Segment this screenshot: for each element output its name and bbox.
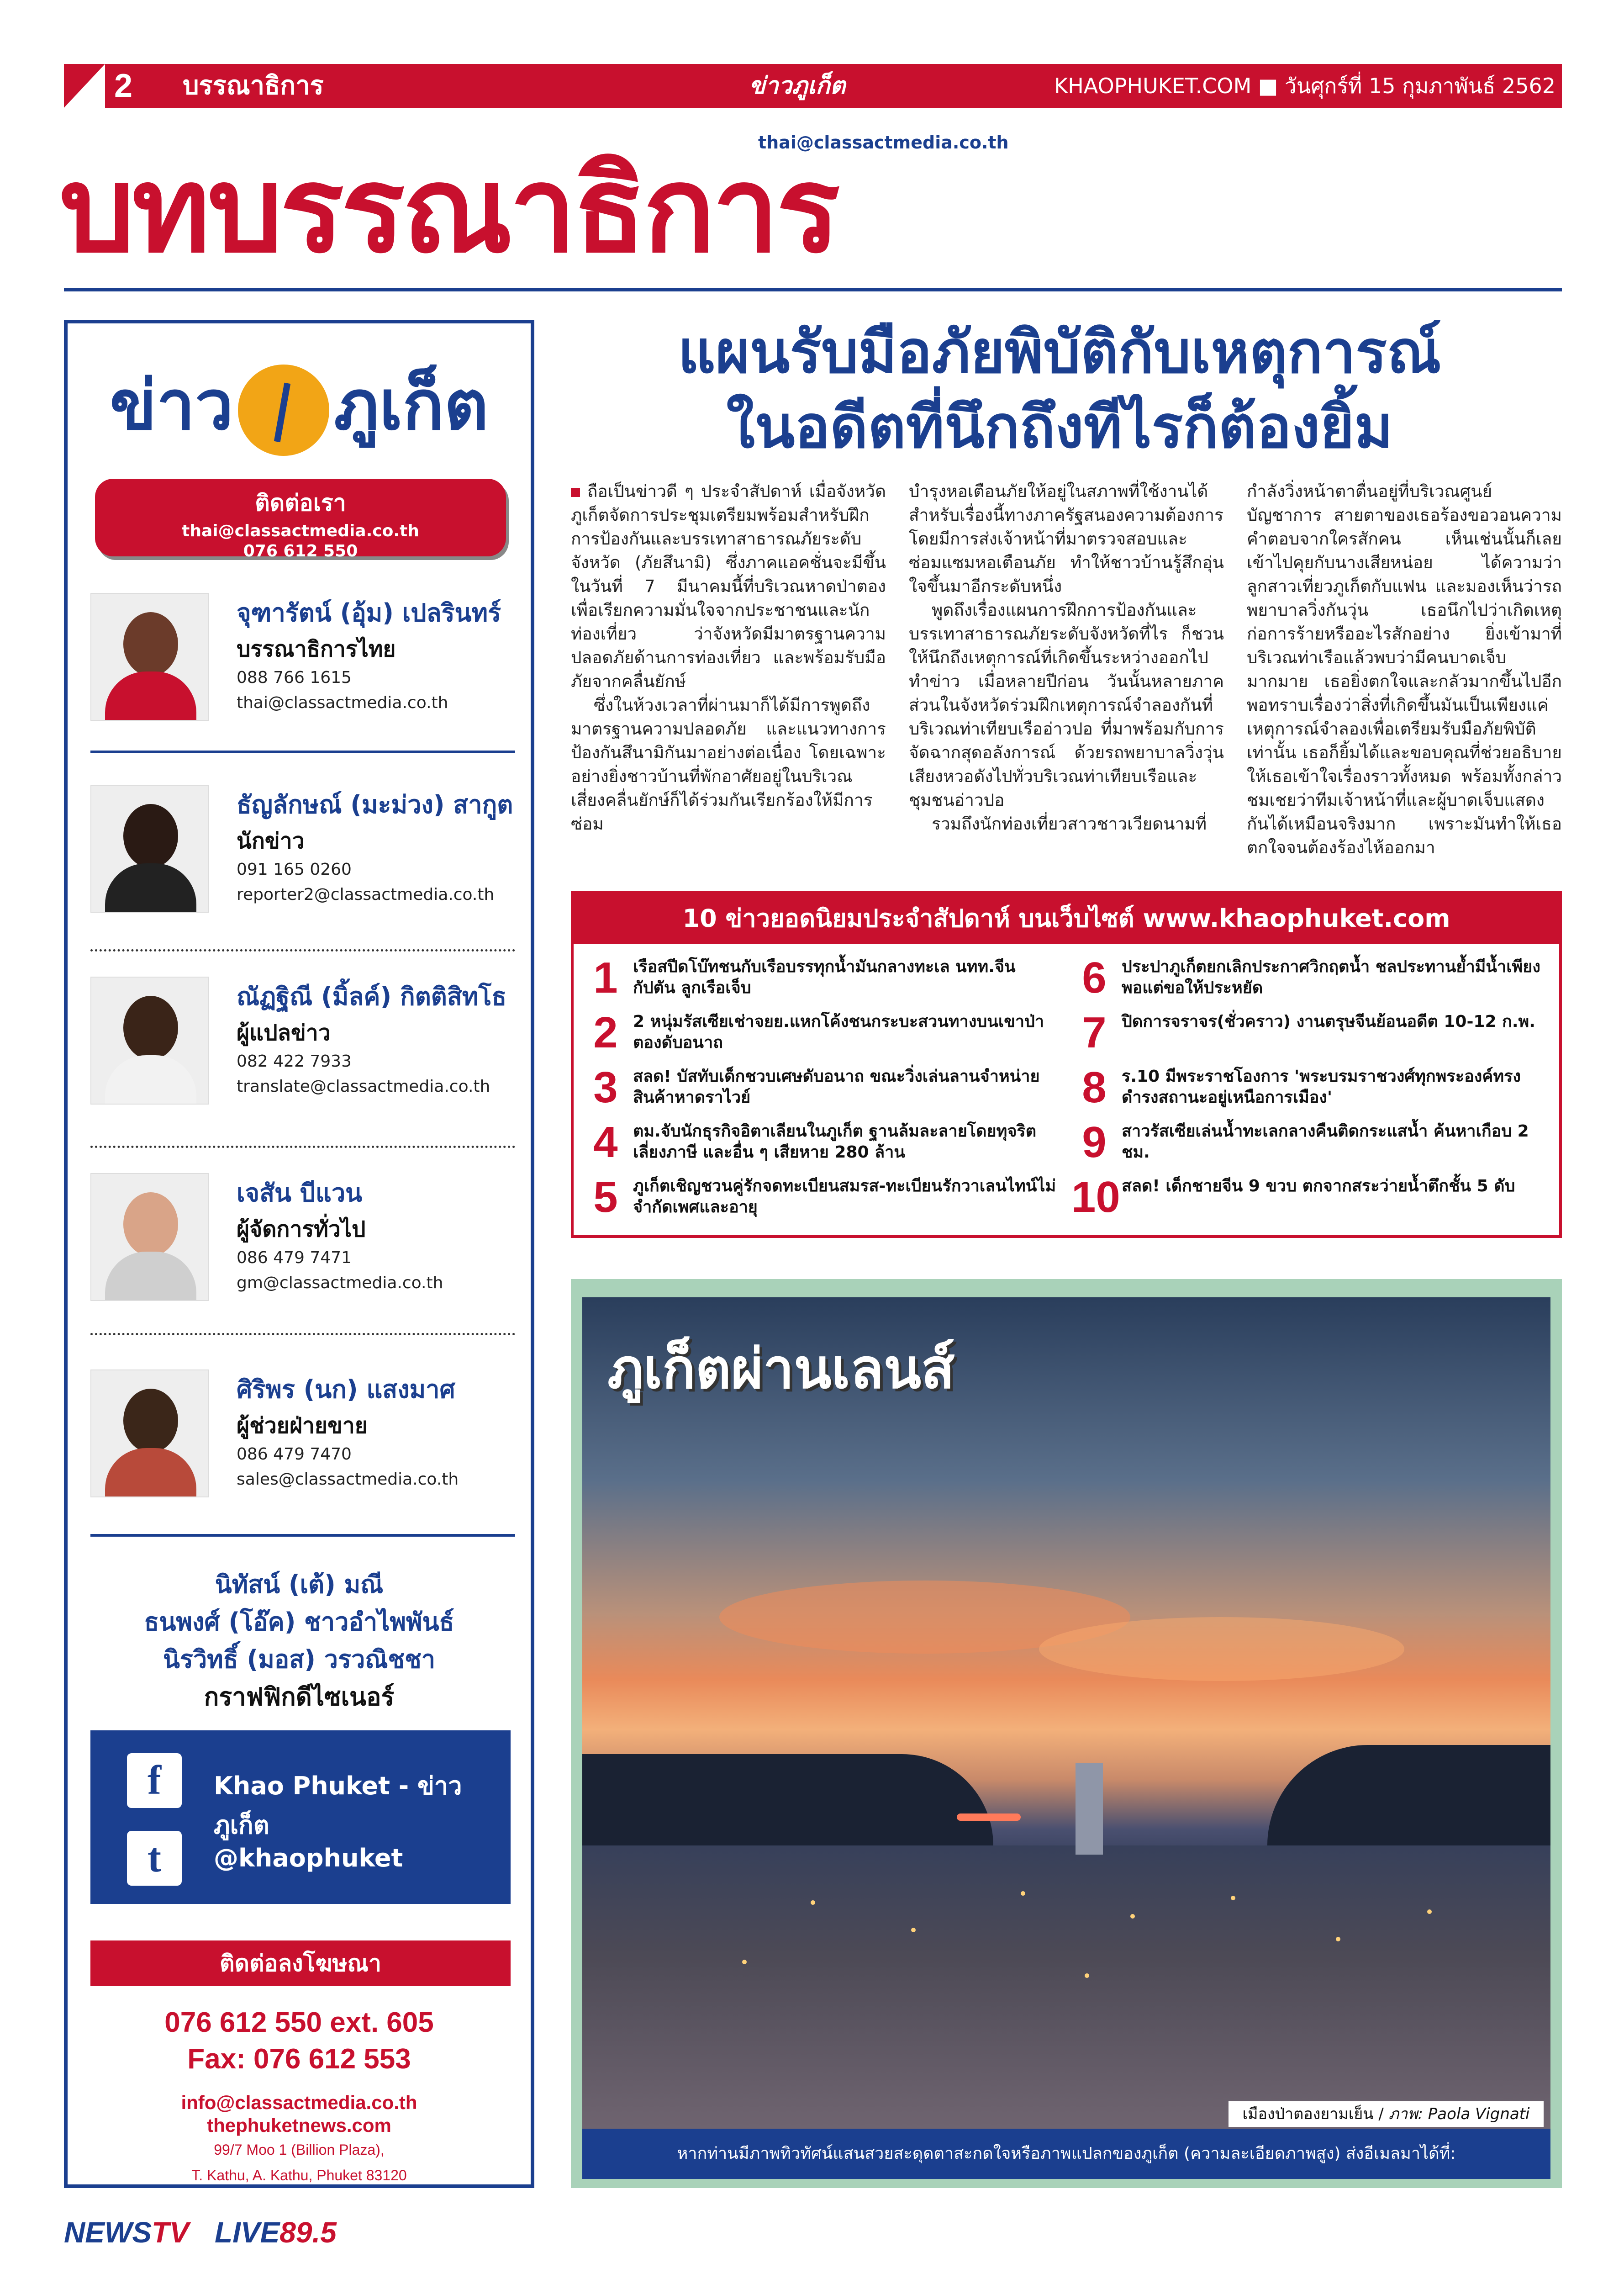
- item-number: 7: [1082, 1008, 1107, 1057]
- item-text[interactable]: สาวรัสเซียเล่นน้ำทะเลกลางคืนติดกระแสน้ำ ค้นหาเกือบ 2 ชม.: [1122, 1122, 1529, 1162]
- twitter-icon: t: [127, 1831, 182, 1886]
- top10-item[interactable]: [583, 1063, 1067, 1113]
- twitter-label[interactable]: @khaophuket: [214, 1844, 403, 1872]
- item-text[interactable]: สลด! บัสทับเด็กชวบเศษดับอนาถ ขณะวิ่งเล่นลานจำหน่ายสินค้าหาดราไวย์: [633, 1067, 1040, 1107]
- divider: [90, 1534, 515, 1537]
- staff-name: จุฑารัตน์ (อุ้ม) เปลรินทร์: [237, 598, 501, 627]
- article-column-3: [1247, 480, 1562, 860]
- staff-card: [90, 972, 515, 1123]
- sun-palm-icon: [238, 365, 329, 456]
- ads-website[interactable]: thephuketnews.com: [207, 2115, 391, 2136]
- facebook-link[interactable]: [127, 1753, 501, 1840]
- top10-item[interactable]: [583, 1117, 1067, 1168]
- corner-mark: [64, 64, 105, 108]
- city-lights: [582, 1845, 1550, 2129]
- top10-item[interactable]: [1071, 1063, 1555, 1113]
- divider: [90, 949, 515, 952]
- team-member: นิรวิทธิ์ (มอส) วรวณิชชา: [163, 1645, 436, 1674]
- staff-phone[interactable]: 088 766 1615: [237, 668, 352, 687]
- page-title: บทบรรณาธิการ: [59, 141, 838, 279]
- item-text[interactable]: ร.10 มีพระราชโองการ 'พระบรมราชวงศ์ทุกพระองค์ทรงดำรงสถานะอยู่เหนือการเมือง': [1122, 1067, 1521, 1107]
- ads-address-line1: 99/7 Moo 1 (Billion Plaza),: [214, 2141, 385, 2158]
- caption-text: เมืองป่าตองยามเย็น /: [1242, 2105, 1389, 2123]
- item-number: 3: [593, 1063, 618, 1112]
- staff-photo: [90, 593, 209, 721]
- item-number: 10: [1071, 1173, 1120, 1221]
- light: [1427, 1909, 1432, 1914]
- staff-photo: [90, 977, 209, 1105]
- light: [911, 1928, 916, 1932]
- headline-line1: แผนรับมือภัยพิบัติกับเหตุการณ์: [678, 318, 1441, 386]
- staff-card: [90, 780, 515, 931]
- staff-card: [90, 1168, 515, 1319]
- item-number: 6: [1082, 953, 1107, 1002]
- hill: [1267, 1745, 1550, 1845]
- item-text[interactable]: ภูเก็ตเชิญชวนคู่รักจดทะเบียนสมรส-ทะเบียนรักวาเลนไทน์ไม่จำกัดเพศและอายุ: [633, 1177, 1056, 1216]
- item-text[interactable]: เรือสปีดโบ๊ทชนกับเรือบรรทุกน้ำมันกลางทะเล นทท.จีน กัปตัน ลูกเรือเจ็บ: [633, 957, 1016, 997]
- cloud: [1039, 1617, 1404, 1681]
- light: [1021, 1891, 1025, 1896]
- header-logo[interactable]: ข่าวภูเก็ต: [749, 72, 846, 100]
- header-site[interactable]: KHAOPHUKET.COM: [1054, 74, 1252, 98]
- ads-phone[interactable]: 076 612 550 ext. 605: [164, 2007, 434, 2038]
- light: [1231, 1896, 1235, 1900]
- staff-phone[interactable]: 086 479 7470: [237, 1445, 352, 1464]
- staff-role: นักข่าว: [237, 828, 305, 854]
- top10-item[interactable]: [583, 953, 1067, 1003]
- patong-sunset-photo: [582, 1297, 1550, 2129]
- divider: [90, 1333, 515, 1335]
- light: [1130, 1914, 1135, 1919]
- masthead-email[interactable]: thai@classactmedia.co.th: [758, 132, 1009, 153]
- ads-email[interactable]: info@classactmedia.co.th: [181, 2092, 417, 2113]
- logo-text: TV: [152, 2216, 189, 2249]
- photo-caption: [1229, 2101, 1544, 2127]
- logo-text: NEWS: [64, 2216, 152, 2249]
- square-icon: ■: [1258, 74, 1278, 98]
- staff-photo: [90, 1369, 209, 1497]
- photo-submission-note: หากท่านมีภาพทิวทัศน์แสนสวยสะดุดตาสะกดใจหรือภาพแปลกของภูเก็ต (ความละเอียดภาพสูง) ส่งอีเมลมาได้ที่: thai@classactmedia.co.th: [582, 2129, 1550, 2179]
- paragraph: พูดถึงเรื่องแผนการฝึกการป้องกันและบรรเทาสาธารณภัยระดับจังหวัดที่ไร ก็ชวนให้นึกถึงเหตุการณ์ที่เกิดขึ้นระหว่างออกไปทำข่าว เมื่อหลายปีก่อน วันนั้นหลายภาคส่วนในจังหวัดร่วมฝึกเหตุการณ์จำลองกันที่บริเวณท่าเทียบเรืออ่าวปอ ที่มาพร้อมกับการจัดฉากสุดอลังการณ์ ด้วยรถพยาบาลวิ่งวุ่น เสียงหวอดังไปทั่วบริเวณท่าเทียบเรือและชุมชนอ่าวปอ: [909, 600, 1224, 810]
- staff-role: ผู้ช่วยฝ่ายขาย: [237, 1413, 368, 1438]
- masthead-divider: [64, 288, 1562, 291]
- item-text[interactable]: ปิดการจราจร(ชั่วคราว) งานตรุษจีนย้อนอดีต 10-12 ก.พ.: [1122, 1012, 1535, 1031]
- logo-text-right: ภูเก็ต: [334, 366, 489, 445]
- news-tv-logo[interactable]: [64, 2215, 189, 2249]
- twitter-link[interactable]: [127, 1831, 501, 1886]
- ads-info: [68, 2004, 531, 2188]
- staff-phone[interactable]: 086 479 7471: [237, 1248, 352, 1267]
- staff-photo: [90, 1173, 209, 1301]
- light: [811, 1900, 815, 1905]
- staff-name: ณัฏฐิณี (มิ้ลค์) กิตติสิทโธ: [237, 982, 507, 1011]
- section-label: บรรณาธิการ: [183, 71, 324, 100]
- contact-phone[interactable]: 076 612 550: [243, 542, 358, 560]
- article-headline: [571, 315, 1548, 465]
- staff-card: [90, 1365, 515, 1516]
- team-member: ธนพงศ์ (โอ๊ค) ชาวอำไพพันธ์: [144, 1607, 454, 1636]
- facebook-label[interactable]: Khao Phuket - ข่าวภูเก็ต: [214, 1771, 462, 1840]
- light: [1336, 1937, 1340, 1941]
- staff-role: ผู้จัดการทั่วไป: [237, 1216, 366, 1242]
- item-number: 9: [1082, 1118, 1107, 1167]
- caption-credit: ภาพ: Paola Vignati: [1388, 2105, 1530, 2123]
- article-column-2: [909, 480, 1224, 836]
- live-radio-logo[interactable]: [215, 2215, 337, 2249]
- top10-item[interactable]: [1071, 953, 1555, 1003]
- item-number: 8: [1082, 1063, 1107, 1112]
- item-text[interactable]: ประปาภูเก็ตยกเลิกประกาศวิกฤตน้ำ ชลประทานย้ำมีน้ำเพียงพอแต่ขอให้ประหยัด: [1122, 957, 1540, 997]
- top10-title: 10 ข่าวยอดนิยมประจำสัปดาห์ บนเว็บไซต์ www.khaophuket.com: [574, 894, 1559, 944]
- item-text[interactable]: สลด! เด็กชายจีน 9 ขวบ ตกจากสระว่ายน้ำตึกชั้น 5 ดับ: [1122, 1177, 1515, 1195]
- staff-email[interactable]: sales@classactmedia.co.th: [237, 1470, 459, 1489]
- contact-box: [95, 479, 506, 560]
- top10-item[interactable]: [1071, 1117, 1555, 1168]
- page-number: 2: [114, 68, 133, 104]
- top10-item[interactable]: [1071, 1172, 1555, 1222]
- staff-role: ผู้แปลข่าว: [237, 1020, 331, 1046]
- paragraph: รวมถึงนักท่องเที่ยวสาวชาวเวียดนามที่: [932, 814, 1207, 834]
- top10-box: [571, 891, 1562, 1238]
- social-box: [90, 1730, 511, 1904]
- light: [1085, 1973, 1089, 1978]
- ads-fax: Fax: 076 612 553: [187, 2043, 411, 2075]
- staff-email[interactable]: translate@classactmedia.co.th: [237, 1077, 490, 1096]
- team-member: นิทัสน์ (เต้) มณี: [215, 1570, 384, 1599]
- team-role: กราฟฟิกดีไซเนอร์: [204, 1682, 395, 1711]
- item-number: 1: [593, 953, 618, 1002]
- staff-photo: [90, 785, 209, 913]
- headline-line2: ในอดีตที่นึกถึงทีไรก็ต้องยิ้ม: [726, 393, 1393, 461]
- top10-item[interactable]: [583, 1172, 1067, 1222]
- design-team: [68, 1566, 531, 1716]
- tower: [1076, 1763, 1103, 1855]
- contact-title: ติดต่อเรา: [255, 490, 346, 516]
- staff-name: ศิริพร (นก) แสงมาศ: [237, 1375, 455, 1404]
- header-date: วันศุกร์ที่ 15 กุมภาพันธ์ 2562: [1285, 74, 1555, 98]
- hill: [582, 1754, 993, 1845]
- facebook-icon: f: [127, 1753, 182, 1808]
- item-number: 2: [593, 1008, 618, 1057]
- ads-address-line2: T. Kathu, A. Kathu, Phuket 83120: [191, 2167, 407, 2184]
- item-number: 5: [593, 1173, 618, 1221]
- divider: [90, 751, 515, 753]
- logo-text-left: ข่าว: [110, 366, 234, 445]
- light: [742, 1960, 747, 1964]
- sidebar: [64, 320, 534, 2188]
- item-number: 4: [593, 1118, 618, 1167]
- paragraph: กำลังวิ่งหน้าตาตื่นอยู่ที่บริเวณศูนย์บัญชาการ สายตาของเธอร้องขอวอนความคำตอบจากใครสักคน เห็นเช่นนั้นก็เลยเข้าไปคุยกับนางเสียหน่อย ได้ความว่าลูกสาวเที่ยวภูเก็ตกับแฟน และมองเห็นว่ารถพยาบาลวิ่งกันวุ่น เธอนึกไปว่าเกิดเหตุก่อการร้ายหรืออะไรสักอย่าง ยิ่งเข้ามาที่บริเวณท่าเรือแล้วพบว่ามีคนบาดเจ็บมากมาย เธอยิ่งตกใจและกลัวมากขึ้นไปอีก พอทราบเรื่องว่าสิ่งที่เกิดขึ้นมันเป็นเพียงแค่เหตุการณ์จำลองเพื่อเตรียมรับมือภัยพิบัติเท่านั้น เธอก็ยิ้มได้และขอบคุณที่ช่วยอธิบายให้เธอเข้าใจเรื่องราวทั้งหมด พร้อมทั้งกล่าวชมเชยว่าทีมเจ้าหน้าที่และผู้บาดเจ็บแสดงกันได้เหมือนจริงมาก เพราะมันทำให้เธอตกใจจนต้องร้องไห้ออกมา: [1247, 481, 1562, 857]
- item-text[interactable]: 2 หนุ่มรัสเซียเช่าจยย.แหกโค้งชนกระบะสวนทางบนเขาป่าตองดับอนาถ: [633, 1012, 1044, 1052]
- cruise-ship: [957, 1813, 1021, 1821]
- staff-name: ธัญลักษณ์ (มะม่วง) สากูต: [237, 790, 513, 819]
- paragraph: [571, 480, 886, 693]
- staff-name: เจสัน บีแวน: [237, 1179, 363, 1207]
- paragraph: บำรุงหอเตือนภัยให้อยู่ในสภาพที่ใช้งานได้ สำหรับเรื่องนี้ทางภาครัฐสนองความต้องการ โดยมีการส่งเจ้าหน้าที่มาตรวจสอบและซ่อมแซมหอเตือนภัย ทำให้ชาวบ้านรู้สึกอุ่นใจขึ้นมาอีกระดับหนึ่ง: [909, 481, 1224, 596]
- staff-email[interactable]: reporter2@classactmedia.co.th: [237, 885, 495, 904]
- logo-text: LIVE: [215, 2216, 280, 2249]
- ads-title: ติดต่อลงโฆษณา: [90, 1940, 511, 1986]
- top10-item[interactable]: [583, 1008, 1067, 1058]
- staff-phone[interactable]: 082 422 7933: [237, 1052, 352, 1071]
- logo-text: 89.5: [279, 2216, 337, 2249]
- staff-role: บรรณาธิการไทย: [237, 636, 396, 662]
- staff-phone[interactable]: 091 165 0260: [237, 860, 352, 879]
- sidebar-logo: [68, 351, 531, 460]
- paragraph: ซึ่งในห้วงเวลาที่ผ่านมาก็ได้มีการพูดถึงมาตรฐานความปลอดภัย และแนวทางการป้องกันสึนามิกันมาอย่างต่อเนื่อง โดยเฉพาะอย่างยิ่งชาวบ้านที่พักอาศัยอยู่ในบริเวณเสี่ยงคลื่นยักษ์ก็ได้ร่วมกันเรียกร้องให้มีการซ่อม: [571, 695, 886, 834]
- contact-email[interactable]: thai@classactmedia.co.th: [182, 522, 419, 540]
- header-site-date: [1054, 64, 1555, 108]
- staff-email[interactable]: gm@classactmedia.co.th: [237, 1274, 443, 1292]
- paragraph-text: ถือเป็นข่าวดี ๆ ประจำสัปดาห์ เมื่อจังหวัดภูเก็ตจัดการประชุมเตรียมพร้อมสำหรับฝึกการป้องกันและบรรเทาสาธารณภัยระดับจังหวัด (ภัยสึนามิ) ซึ่งภาคแอคชั่นจะมีขึ้นในวันที่ 7 มีนาคมนี้ที่บริเวณหาดป่าตอง เพื่อเรียกความมั่นใจจากประชาชนและนักท่องเที่ยว ว่าจังหวัดมีมาตรฐานความปลอดภัยด้านการท่องเที่ยว และพร้อมรับมือภัยจากคลื่นยักษ์: [571, 481, 886, 691]
- divider: [90, 1146, 515, 1148]
- staff-card: [90, 588, 515, 739]
- photo-section-title: ภูเก็ตผ่านเลนส์: [607, 1338, 955, 1401]
- top10-item[interactable]: [1071, 1008, 1555, 1058]
- article-column-1: [571, 480, 886, 836]
- bullet-icon: [571, 488, 580, 497]
- staff-email[interactable]: thai@classactmedia.co.th: [237, 693, 448, 712]
- item-text[interactable]: ตม.จับนักธุรกิจอิตาเลียนในภูเก็ต ฐานล้มละลายโดยทุจริตเลี่ยงภาษี และอื่น ๆ เสียหาย 280 ล้าน: [633, 1122, 1037, 1162]
